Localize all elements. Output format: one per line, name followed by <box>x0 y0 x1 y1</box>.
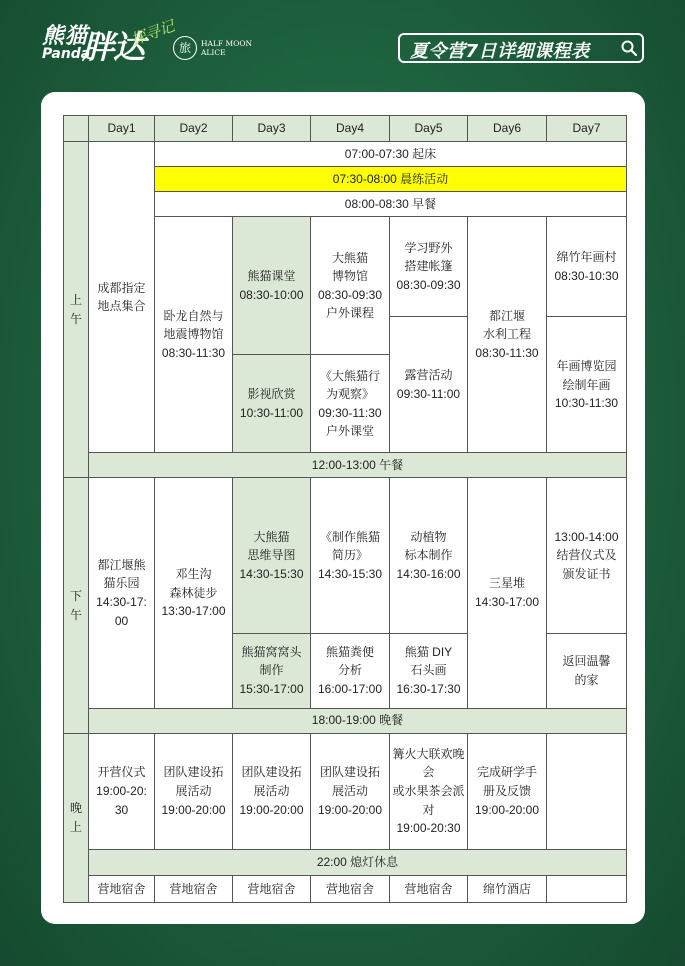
day-header: Day1 <box>89 116 155 142</box>
cell-morning-d2: 卧龙自然与 地震博物馆 08:30-11:30 <box>155 217 233 453</box>
day-header: Day5 <box>390 116 468 142</box>
cell-lodging: 营地宿舍 <box>233 875 311 902</box>
cell-evening-d7 <box>547 733 627 849</box>
cell-morning-d7b: 年画博览园 绘制年画 10:30-11:30 <box>547 317 627 453</box>
table-row <box>64 849 627 875</box>
logo-en: Panda <box>42 46 91 62</box>
cell-afternoon-d5a: 动植物 标本制作 14:30-16:00 <box>390 478 468 633</box>
logo-cn: 熊猫 <box>42 24 89 49</box>
cell-lodging: 绵竹酒店 <box>468 875 547 902</box>
row-wake: 07:00-07:30 起床 <box>155 142 627 167</box>
cell-afternoon-d5b: 熊猫 DIY 石头画 16:30-17:30 <box>390 633 468 708</box>
period-evening: 晚 上 <box>64 733 89 902</box>
row-exercise: 07:30-08:00 晨练活动 <box>155 167 627 192</box>
logo-tag: 探寻记 <box>128 16 177 50</box>
cell-morning-d7a: 绵竹年画村 08:30-10:30 <box>547 217 627 317</box>
cell-afternoon-d4b: 熊猫粪便 分析 16:00-17:00 <box>311 633 390 708</box>
cell-afternoon-d4a: 《制作熊猫 简历》 14:30-15:30 <box>311 478 390 633</box>
cell-evening-d1: 开营仪式 19:00-20: 30 <box>89 733 155 849</box>
brand-name-line2: ALICE <box>201 48 226 57</box>
cell-evening-d6: 完成研学手 册及反馈 19:00-20:00 <box>468 733 547 849</box>
cell-afternoon-d1: 都江堰熊 猫乐园 14:30-17: 00 <box>89 478 155 708</box>
table-row-days <box>64 116 627 142</box>
cell-afternoon-d7a: 13:00-14:00 结营仪式及 颁发证书 <box>547 478 627 633</box>
search-icon <box>621 40 637 56</box>
table-row-lodging <box>64 875 627 902</box>
day-header: Day3 <box>233 116 311 142</box>
cell-afternoon-d7b: 返回温馨 的家 <box>547 633 627 708</box>
cell-afternoon-d3b: 熊猫窝窝头 制作 15:30-17:00 <box>233 633 311 708</box>
brand-name-line1: HALF MOON <box>201 39 253 48</box>
schedule-table <box>63 115 627 903</box>
cell-evening-d4: 团队建设拓 展活动 19:00-20:00 <box>311 733 390 849</box>
table-row <box>64 478 627 633</box>
table-row <box>64 453 627 478</box>
cell-lodging: 营地宿舍 <box>390 875 468 902</box>
cell-morning-d3a: 熊猫课堂 08:30-10:00 <box>233 217 311 355</box>
day-header: Day6 <box>468 116 547 142</box>
table-row <box>64 142 627 167</box>
cell-afternoon-d2: 邓生沟 森林徒步 13:30-17:00 <box>155 478 233 708</box>
brand-mark: 旅 <box>173 36 197 60</box>
row-dinner: 18:00-19:00 晚餐 <box>89 708 627 733</box>
cell-evening-d5: 篝火大联欢晚会 或水果茶会派对 19:00-20:30 <box>390 733 468 849</box>
period-morning: 上 午 <box>64 142 89 478</box>
brand-name <box>201 39 252 57</box>
corner-cell <box>64 116 89 142</box>
cell-morning-d4a: 大熊猫 博物馆 08:30-09:30 户外课程 <box>311 217 390 355</box>
cell-morning-d1: 成都指定 地点集合 <box>89 142 155 453</box>
day-header: Day2 <box>155 116 233 142</box>
cell-morning-d4b: 《大熊猫行 为观察》 09:30-11:30 户外课堂 <box>311 355 390 453</box>
row-lights-out: 22:00 熄灯休息 <box>89 849 627 875</box>
cell-lodging <box>547 875 627 902</box>
cell-evening-d2: 团队建设拓 展活动 19:00-20:00 <box>155 733 233 849</box>
period-afternoon: 下 午 <box>64 478 89 733</box>
cell-lodging: 营地宿舍 <box>311 875 390 902</box>
cell-morning-d5b: 露营活动 09:30-11:00 <box>390 317 468 453</box>
cell-afternoon-d3a: 大熊猫 思维导图 14:30-15:30 <box>233 478 311 633</box>
row-lunch: 12:00-13:00 午餐 <box>89 453 627 478</box>
table-row <box>64 708 627 733</box>
logo-big-text: 胖达 <box>82 28 145 66</box>
cell-lodging: 营地宿舍 <box>89 875 155 902</box>
day-header: Day4 <box>311 116 390 142</box>
cell-morning-d5a: 学习野外 搭建帐篷 08:30-09:30 <box>390 217 468 317</box>
cell-morning-d6: 都江堰 水利工程 08:30-11:30 <box>468 217 547 453</box>
row-breakfast: 08:00-08:30 早餐 <box>155 192 627 217</box>
page-title: 夏令营7日详细课程表 <box>410 41 590 62</box>
cell-afternoon-d6: 三星堆 14:30-17:00 <box>468 478 547 708</box>
table-row <box>64 733 627 849</box>
cell-morning-d3b: 影视欣赏 10:30-11:00 <box>233 355 311 453</box>
header <box>0 0 685 92</box>
day-header: Day7 <box>547 116 627 142</box>
cell-evening-d3: 团队建设拓 展活动 19:00-20:00 <box>233 733 311 849</box>
cell-lodging: 营地宿舍 <box>155 875 233 902</box>
